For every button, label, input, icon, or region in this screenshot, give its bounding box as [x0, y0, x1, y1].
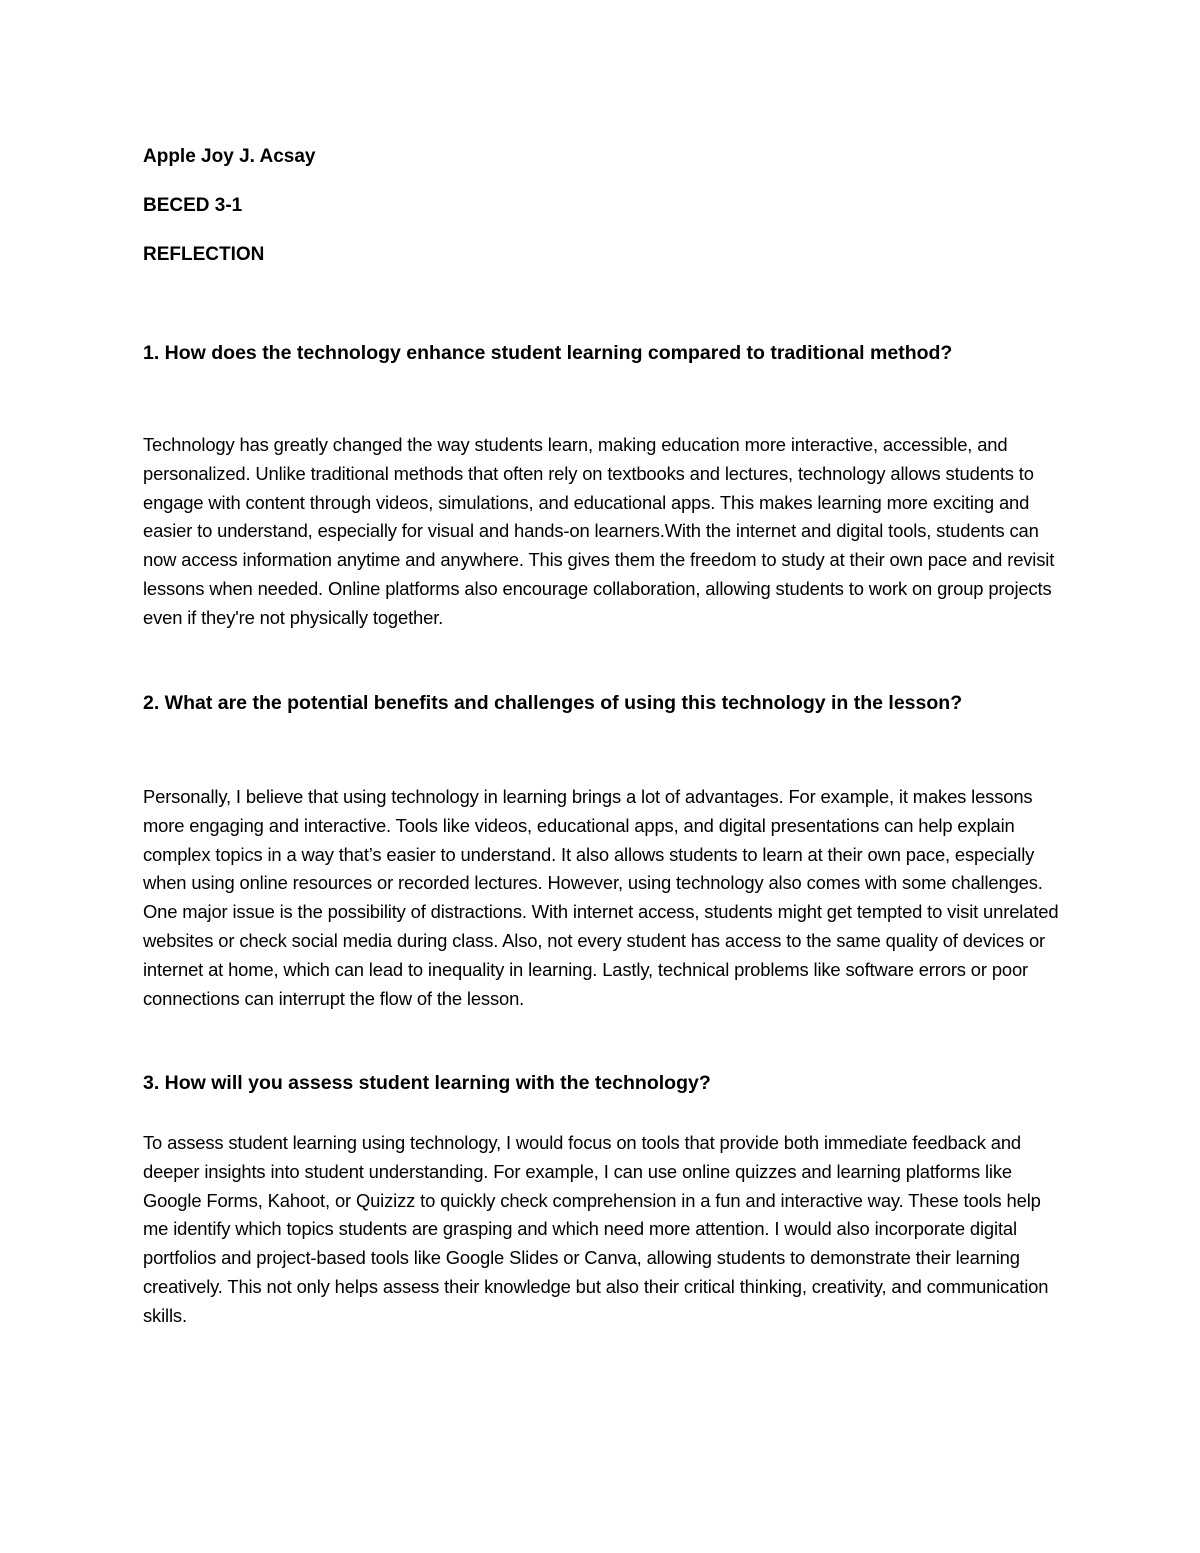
document-title: REFLECTION — [143, 244, 265, 265]
answer-1: Technology has greatly changed the way students learn, making education more interactive, accessible, and personalized. Unlike traditional methods that often rely on textbooks and lectures, technology allows students to engage with content through videos, simulations, and educational apps. This makes learning more exciting and easier to understand, especially for visual and hands-on learners.With the internet and digital tools, students can now access information anytime and anywhere. This gives them the freedom to study at their own pace and revisit lessons when needed. Online platforms also encourage collaboration, allowing students to work on group projects even if they're not physically together. — [143, 434, 1055, 628]
class-section: BECED 3-1 — [143, 195, 243, 216]
author-name: Apple Joy J. Acsay — [143, 146, 316, 167]
question-2: 2. What are the potential benefits and challenges of using this technology in the lesson? — [143, 692, 963, 714]
answer-2: Personally, I believe that using technology in learning brings a lot of advantages. For example, it makes lessons more engaging and interactive. Tools like videos, educational apps, and digital presentations can help explain complex topics in a way that’s easier to understand. It also allows students to learn at their own pace, especially when using online resources or recorded lectures. However, using technology also comes with some challenges. One major issue is the possibility of distractions. With internet access, students might get tempted to visit unrelated websites or check social media during class. Also, not every student has access to the same quality of devices or internet at home, which can lead to inequality in learning. Lastly, technical problems like software errors or poor connections can interrupt the flow of the lesson. — [143, 786, 1059, 1009]
question-3: 3. How will you assess student learning with the technology? — [143, 1072, 711, 1094]
question-1: 1. How does the technology enhance student learning compared to traditional method? — [143, 342, 953, 364]
answer-3: To assess student learning using technology, I would focus on tools that provide both immediate feedback and deeper insights into student understanding. For example, I can use online quizzes and learning platforms like Google Forms, Kahoot, or Quizizz to quickly check comprehension in a fun and interactive way. These tools help me identify which topics students are grasping and which need more attention. I would also incorporate digital portfolios and project-based tools like Google Slides or Canva, allowing students to demonstrate their learning creatively. This not only helps assess their knowledge but also their critical thinking, creativity, and communication skills. — [143, 1132, 1049, 1326]
